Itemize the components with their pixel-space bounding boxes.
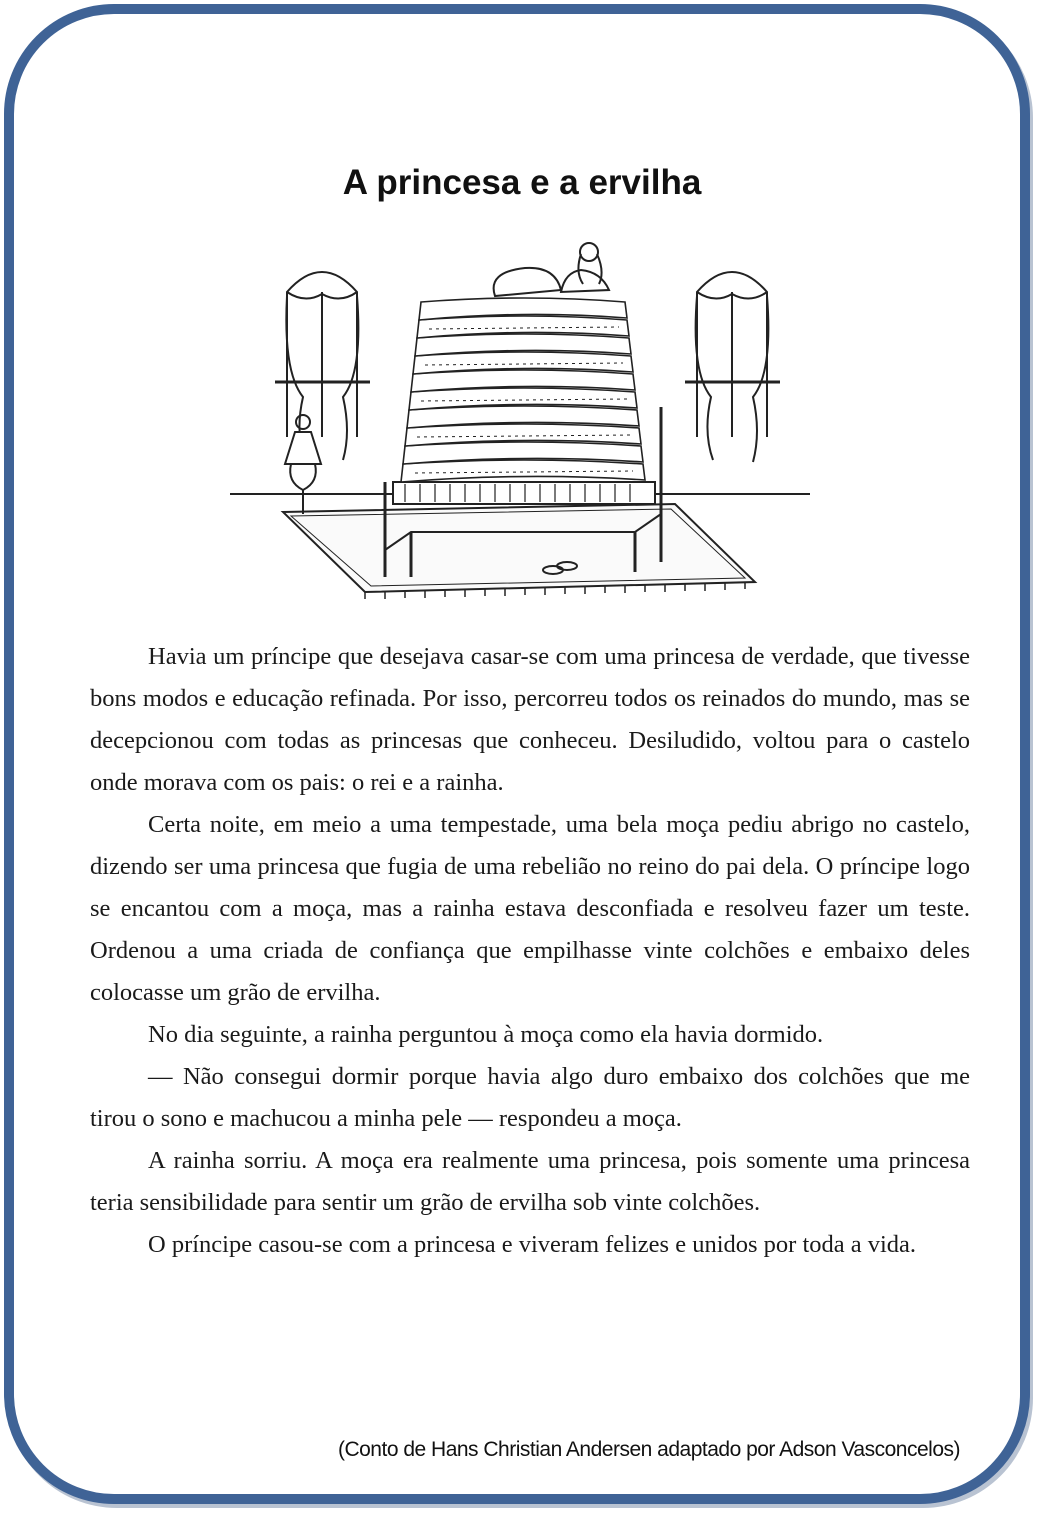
story-text — [90, 636, 970, 1266]
story-paragraph: A rainha sorriu. A moça era realmente uma princesa, pois somente uma princesa teria sensibilidade para sentir um grão de ervilha sob vinte colchões. — [90, 1147, 970, 1216]
princess-bed-illustration — [225, 232, 815, 604]
story-paragraph: Havia um príncipe que desejava casar-se com uma princesa de verdade, que tivesse bons modos e educação refinada. Por isso, percorreu todos os reinados do mundo, mas se decepcionou com todas as princesas que conheceu. Desiludido, voltou para o castelo onde morava com os pais: o rei e a rainha. — [90, 643, 970, 796]
story-title: A princesa e a ervilha — [342, 163, 702, 202]
story-paragraph: — Não consegui dormir porque havia algo duro embaixo dos colchões que me tirou o sono e machucou a minha pele — respondeu a moça. — [90, 1063, 970, 1132]
story-paragraph: Certa noite, em meio a uma tempestade, uma bela moça pediu abrigo no castelo, dizendo ser uma princesa que fugia de uma rebelião no reino do pai dela. O príncipe logo se encantou com a moça, mas a rainha estava desconfiada e resolveu fazer um teste. Ordenou a uma criada de confiança que empilhasse vinte colchões e embaixo deles colocasse um grão de ervilha. — [90, 811, 970, 1006]
story-paragraph: O príncipe casou-se com a princesa e viveram felizes e unidos por toda a vida. — [148, 1231, 917, 1258]
story-paragraph: No dia seguinte, a rainha perguntou à moça como ela havia dormido. — [148, 1021, 824, 1048]
story-credit: (Conto de Hans Christian Andersen adaptado por Adson Vasconcelos) — [337, 1438, 960, 1461]
